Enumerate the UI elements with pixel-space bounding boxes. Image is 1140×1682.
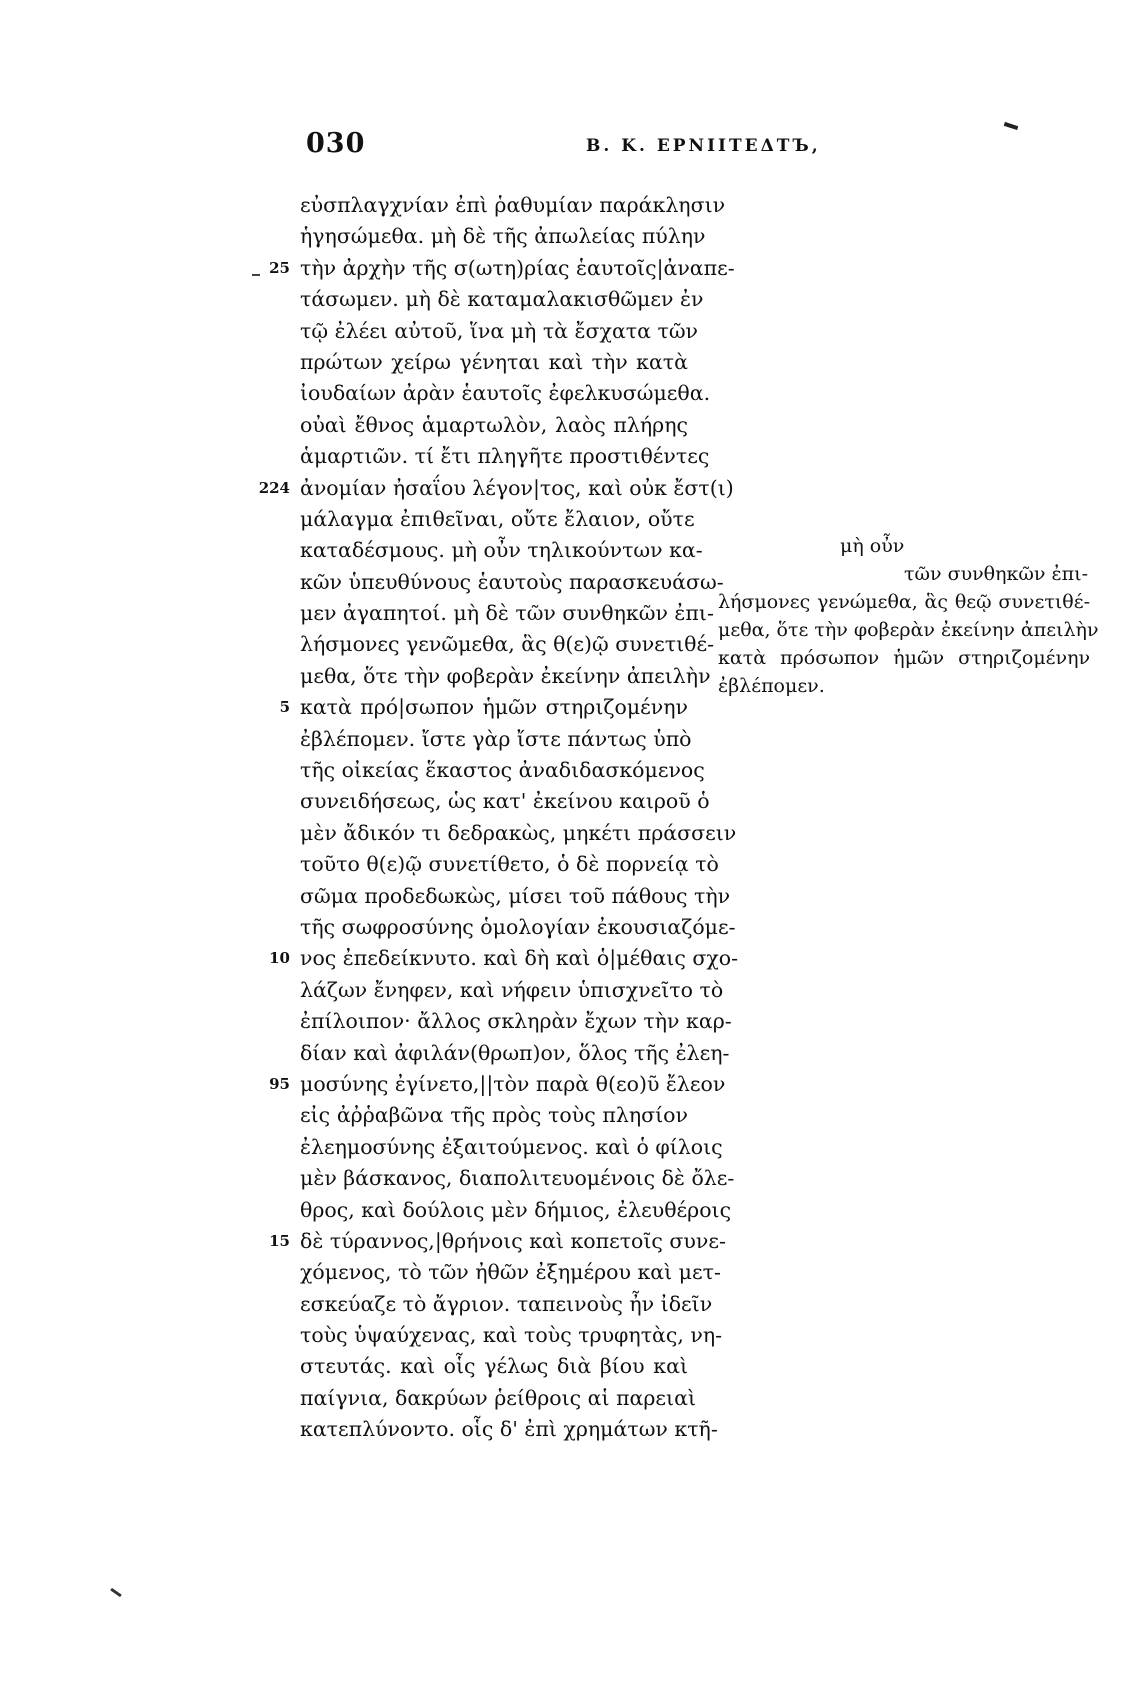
line-text: τῆς οἰκείας ἕκαστος ἀναδιδασκόμενος (300, 758, 705, 783)
text-line (300, 1383, 696, 1414)
text-line (300, 535, 703, 566)
text-line (300, 347, 688, 378)
side-note-line: μὴ οὖν (840, 535, 905, 557)
text-line (300, 1257, 721, 1288)
line-text: καταδέσμους. μὴ οὖν τηλικούντων κα- (300, 538, 703, 563)
text-line (300, 378, 711, 409)
line-text: τῷ ἐλέει αὐτοῦ, ἵνα μὴ τὰ ἔσχατα τῶν (300, 318, 699, 343)
text-line (300, 504, 695, 535)
text-line (300, 190, 726, 221)
text-line (300, 755, 705, 786)
main-text-column (258, 190, 739, 1446)
line-text: δὲ τύραννος,|θρήνοις καὶ κοπετοῖς συνε- (300, 1228, 726, 1253)
text-line (300, 284, 704, 315)
side-note-line: μεθα, ὅτε τὴν φοβερὰν ἐκείνην ἀπειλὴν (718, 619, 1099, 641)
text-line (258, 473, 734, 504)
text-line (300, 316, 699, 347)
line-text: τοὺς ὑψαύχενας, καὶ τοὺς τρυφητὰς, νη- (300, 1323, 723, 1348)
line-text: στευτάς. καὶ οἷς γέλως διὰ βίου καὶ (300, 1354, 688, 1379)
text-line (300, 975, 724, 1006)
side-note-line: τῶν συνθηκῶν ἐπι- (904, 563, 1088, 585)
line-text: μὲν βάσκανος, διαπολιτευομένοις δὲ ὄλε- (300, 1166, 735, 1191)
text-line (300, 598, 714, 629)
text-line (300, 1195, 732, 1226)
text-line (300, 1163, 735, 1194)
text-line (300, 629, 715, 660)
text-line (269, 943, 739, 974)
text-line (300, 441, 710, 472)
scan-mark-top (1004, 122, 1019, 130)
line-text: μοσύνης ἐγίνετο,||τὸν παρὰ θ(εο)ῦ ἔλεον (300, 1071, 726, 1096)
running-head: Β. Κ. ΕΡΝΙΙΤΕΔΤЪ, (586, 136, 821, 156)
text-line (300, 881, 731, 912)
side-note-line: κατὰ πρόσωπον ἡμῶν στηριζομένην (718, 647, 1090, 669)
line-text: μὲν ἄδικόν τι δεδρακὼς, μηκέτι πράσσειν (300, 820, 737, 845)
text-line (300, 786, 710, 817)
line-text: ἁμαρτιῶν. τί ἔτι πληγῆτε προστιθέντες (300, 444, 710, 469)
text-line (300, 221, 706, 252)
text-line (300, 410, 688, 441)
scan-mark-bottom (110, 1588, 122, 1597)
text-line (300, 661, 711, 692)
line-text: κατεπλύνοντο. οἷς δ' ἐπὶ χρημάτων κτῆ- (300, 1417, 718, 1442)
line-text: εἰς ἀῤῥαβῶνα τῆς πρὸς τοὺς πλησίον (300, 1103, 688, 1128)
line-number: 224 (258, 478, 290, 497)
page-number: 030 (306, 128, 366, 159)
text-line (300, 1351, 688, 1382)
text-line (300, 1038, 730, 1069)
text-line (300, 1006, 732, 1037)
text-line (269, 1069, 726, 1100)
line-text: πρώτων χείρω γένηται καὶ τὴν κατὰ (300, 349, 688, 374)
line-text: παίγνια, δακρύων ῥείθροις αἱ παρειαὶ (300, 1385, 696, 1410)
line-text: ἰουδαίων ἀρὰν ἑαυτοῖς ἐφελκυσώμεθα. (300, 381, 711, 406)
text-line (269, 253, 735, 284)
line-text: δίαν καὶ ἀφιλάν(θρωπ)ον, ὅλος τῆς ἐλεη- (300, 1040, 730, 1065)
text-line (279, 692, 688, 723)
line-text: νος ἐπεδείκνυτο. καὶ δὴ καὶ ὁ|μέθαις σχο- (300, 946, 739, 971)
line-text: τῆς σωφροσύνης ὁμολογίαν ἐκουσιαζόμε- (300, 914, 736, 939)
line-text: ἐλεημοσύνης ἐξαιτούμενος. καὶ ὁ φίλοις (300, 1134, 723, 1159)
text-line (300, 1132, 723, 1163)
line-text: λάζων ἔνηφεν, καὶ νήφειν ὑπισχνεῖτο τὸ (300, 977, 724, 1002)
text-line (300, 912, 736, 943)
line-text: ἀνομίαν ἠσαΐου λέγον|τος, καὶ οὐκ ἔστ(ι) (300, 475, 734, 500)
line-text: συνειδήσεως, ὡς κατ' ἐκείνου καιροῦ ὁ (300, 789, 710, 814)
text-line (300, 1320, 723, 1351)
line-text: ἐβλέπομεν. ἴστε γὰρ ἴστε πάντως ὑπὸ (300, 726, 692, 751)
side-note (718, 532, 1099, 700)
line-text: εὐσπλαγχνίαν ἐπὶ ῥαθυμίαν παράκλησιν (300, 193, 726, 217)
line-text: μεθα, ὅτε τὴν φοβερὰν ἐκείνην ἀπειλὴν (300, 663, 711, 688)
line-text: εσκεύαζε τὸ ἄγριον. ταπεινοὺς ἦν ἰδεῖν (300, 1291, 713, 1316)
line-number: 25 (269, 258, 290, 277)
line-text: λήσμονες γενῶμεθα, ἃς θ(ε)ῷ συνετιθέ- (300, 632, 715, 657)
line-text: κῶν ὑπευθύνους ἑαυτοὺς παρασκευάσω- (300, 569, 724, 594)
text-line (300, 724, 692, 755)
side-note-line: ἐβλέπομεν. (718, 675, 825, 697)
line-text: χόμενος, τὸ τῶν ἠθῶν ἐξημέρου καὶ μετ- (300, 1260, 721, 1285)
line-text: ἡγησώμεθα. μὴ δὲ τῆς ἀπωλείας πύλην (300, 224, 706, 249)
line-text: τὴν ἀρχὴν τῆς σ(ωτη)ρίας ἑαυτοῖς|ἀναπε- (300, 255, 735, 280)
text-line (269, 1226, 726, 1257)
text-line (300, 1414, 718, 1445)
line-number: 15 (269, 1231, 290, 1250)
line-text: κατὰ πρό|σωπον ἡμῶν στηριζομένην (300, 695, 688, 720)
line-text: θρος, καὶ δούλοις μὲν δήμιος, ἐλευθέροις (300, 1197, 732, 1222)
line-text: οὐαὶ ἔθνος ἁμαρτωλὸν, λαὸς πλήρης (300, 412, 688, 437)
text-line (300, 1289, 713, 1320)
text-line (300, 1100, 688, 1131)
line-number: 95 (269, 1074, 290, 1093)
line-text: μάλαγμα ἐπιθεῖναι, οὔτε ἔλαιον, οὔτε (300, 506, 695, 531)
text-line (300, 818, 737, 849)
text-line (300, 849, 719, 880)
side-note-line: λήσμονες γενώμεθα, ἃς θεῷ συνετιθέ- (718, 591, 1090, 613)
line-text: τοῦτο θ(ε)ῷ συνετίθετο, ὁ δὲ πορνείᾳ τὸ (300, 852, 719, 877)
line-text: ἐπίλοιπον· ἄλλος σκληρὰν ἔχων τὴν καρ- (300, 1009, 732, 1034)
line-number: 10 (269, 949, 290, 968)
line-text: τάσωμεν. μὴ δὲ καταμαλακισθῶμεν ἐν (300, 287, 704, 312)
line-text: μεν ἀγαπητοί. μὴ δὲ τῶν συνθηκῶν ἐπι- (300, 601, 714, 626)
line-text: σῶμα προδεδωκὼς, μίσει τοῦ πάθους τὴν (300, 883, 731, 908)
text-line (300, 567, 724, 598)
line-number: 5 (279, 698, 290, 717)
